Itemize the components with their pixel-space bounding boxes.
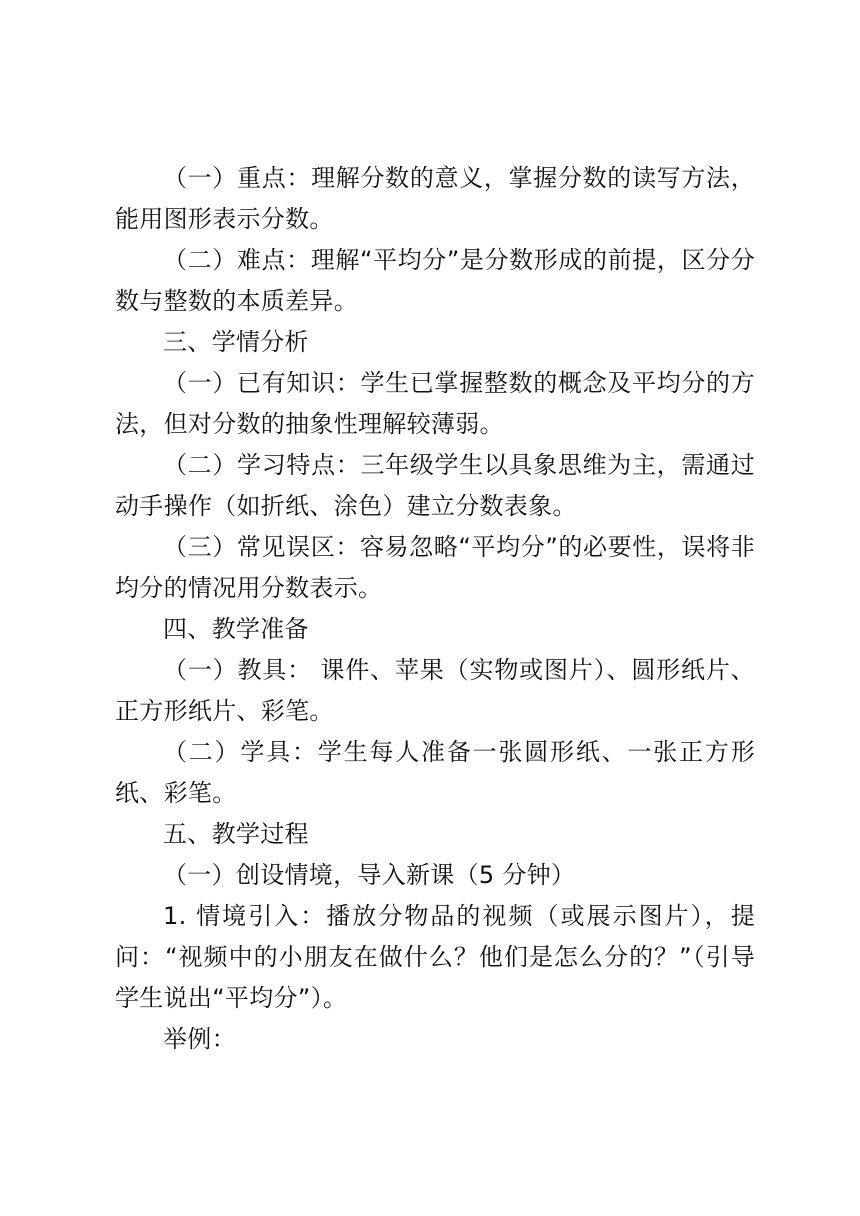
paragraph-learning-traits: （二）学习特点：三年级学生以具象思维为主，需通过动手操作（如折纸、涂色）建立分数表象。	[115, 451, 755, 520]
section-heading-learner-analysis: 三、学情分析	[163, 328, 309, 356]
subsection-heading-introduction: （一）创设情境，导入新课（5 分钟）	[163, 861, 576, 889]
paragraph-difficulty: （二）难点：理解“平均分”是分数形成的前提，区分分数与整数的本质差异。	[115, 246, 755, 315]
paragraph-common-misconceptions: （三）常见误区：容易忽略“平均分”的必要性，误将非均分的情况用分数表示。	[115, 533, 755, 602]
paragraph-example-label: 举例：	[163, 1025, 236, 1053]
paragraph-scenario-intro: 1. 情境引入：播放分物品的视频（或展示图片），提问：“视频中的小朋友在做什么？他们是怎么分的？”（引导学生说出“平均分”）。	[115, 902, 755, 1012]
paragraph-key-point: （一）重点：理解分数的意义，掌握分数的读写方法，能用图形表示分数。	[115, 164, 755, 233]
document-body	[115, 158, 755, 1060]
section-heading-teaching-process: 五、教学过程	[163, 820, 309, 848]
paragraph-learning-tools: （二）学具：学生每人准备一张圆形纸、一张正方形纸、彩笔。	[115, 738, 755, 807]
paragraph-teaching-aids: （一）教具： 课件、苹果（实物或图片）、圆形纸片、正方形纸片、彩笔。	[115, 656, 755, 725]
section-heading-teaching-prep: 四、教学准备	[163, 615, 309, 643]
paragraph-prior-knowledge: （一）已有知识：学生已掌握整数的概念及平均分的方法，但对分数的抽象性理解较薄弱。	[115, 369, 755, 438]
